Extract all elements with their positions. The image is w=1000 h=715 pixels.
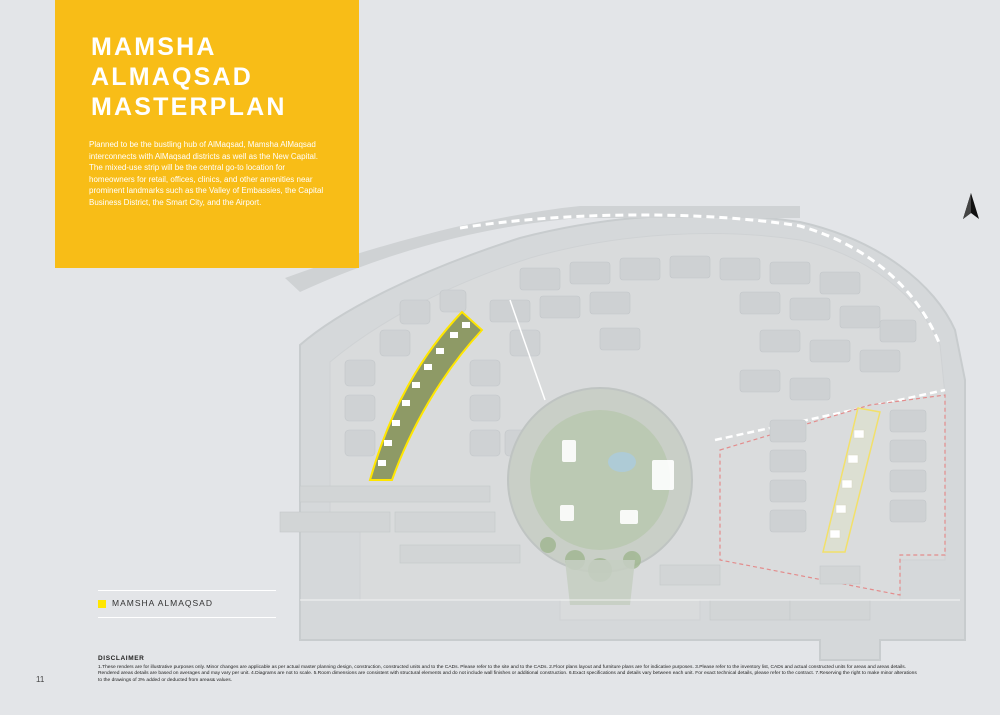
page-title: MAMSHA ALMAQSAD MASTERPLAN	[91, 33, 287, 121]
page-number: 11	[36, 675, 45, 684]
intro-text	[89, 139, 325, 208]
intro-panel	[55, 0, 359, 268]
disclaimer-title: DISCLAIMER	[98, 655, 145, 662]
disclaimer	[98, 655, 918, 684]
intro-paragraph: Planned to be the bustling hub of AlMaqsad, Mamsha AlMaqsad interconnects with AlMaqsad districts as well as the New Capital.	[89, 140, 318, 161]
legend-label: MAMSHA ALMAQSAD	[112, 598, 213, 608]
disclaimer-text: 1.These renders are for illustrative purposes only. Minor changes are applicable as per actual master planning design, construction, constructed units and to the CADs. Please refer to the site and to the CADs. 2.Floor plans layout and furniture plans are for indicative purposes. 3.Please refer to the inventory list, CADs and actual constructed units for areas and areas details. Rendered areas details are based on averages and may vary per unit. 4.Diagrams are not to scale. 5.Room dimensions are consistent with structural elements and do not include wall finishes or additional construction. 6.Exact specifications and details vary between each unit. For exact technical details, please refer to the contract. 7.Reserving the right to make minor alterations to the drawings of 3% added or deducted from areas& values.	[98, 665, 917, 683]
intro-paragraph: The mixed-use strip will be the central go-to location for homeowners for retail, offices, clinics, and other amenities near prominent landmarks such as the Valley of Embassies, the Capital Business District, the Smart City, and the Airport.	[89, 163, 324, 207]
map-legend	[98, 590, 276, 618]
legend-swatch	[98, 600, 106, 608]
north-arrow-icon	[962, 193, 980, 223]
